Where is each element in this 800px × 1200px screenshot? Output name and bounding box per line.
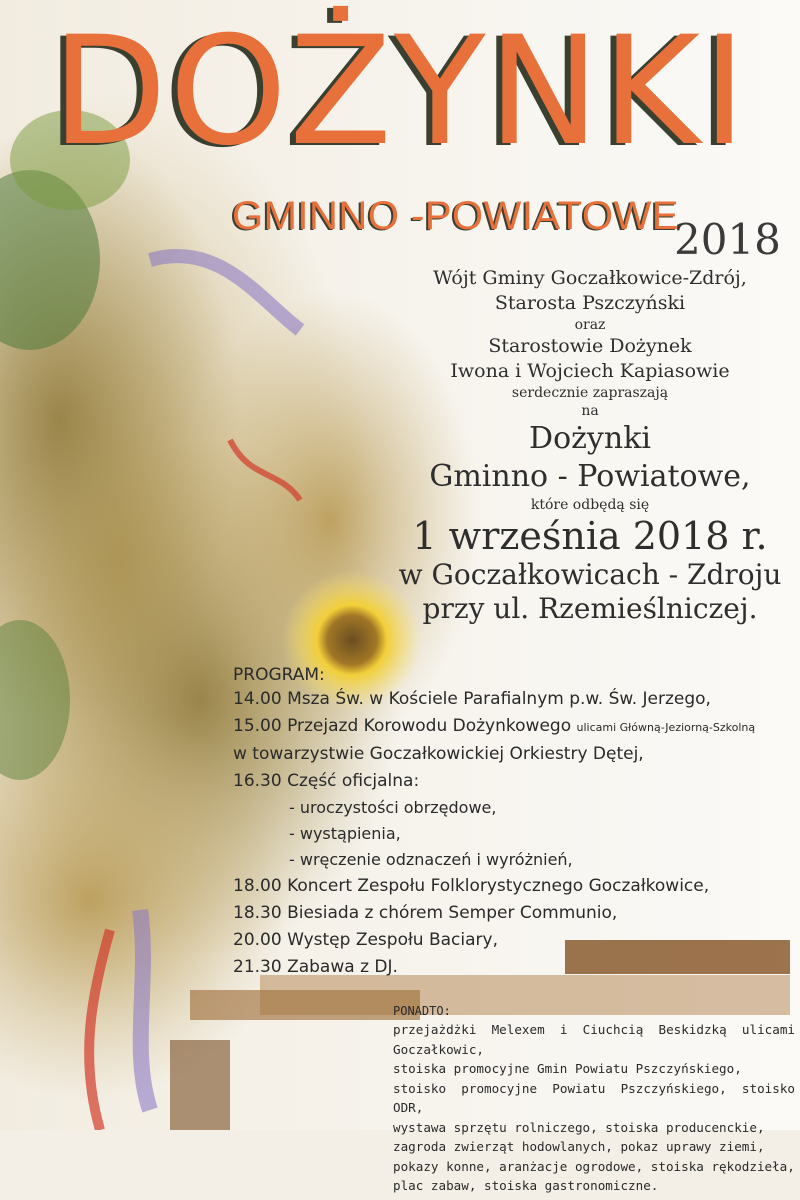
program-item: 21.30 Zabawa z DJ. xyxy=(233,957,398,977)
program-item: 16.30 Część oficjalna: xyxy=(233,771,420,791)
program-item: 18.00 Koncert Zespołu Folklorystycznego Goczałkowice, xyxy=(233,876,710,896)
invitation-line: Starosta Pszczyński xyxy=(494,292,686,314)
event-name: Gminno - Powiatowe, xyxy=(429,459,751,494)
poster-subtitle: GMINNO -POWIATOWE xyxy=(232,194,679,238)
event-place: przy ul. Rzemieślniczej. xyxy=(422,592,758,625)
poster-title: DOŻYNKI xyxy=(51,5,749,179)
extras-line: pokazy konne, aranżacje ogrodowe, stoiska rękodzieła, xyxy=(393,1158,795,1174)
invitation-line: Iwona i Wojciech Kapiasowie xyxy=(450,360,730,382)
program-heading: PROGRAM: xyxy=(233,665,325,685)
invitation-line: oraz xyxy=(574,317,606,333)
invitation-line: Wójt Gminy Goczałkowice-Zdrój, xyxy=(433,267,747,289)
program-item: 18.30 Biesiada z chórem Semper Communio, xyxy=(233,903,618,923)
extras-line: stoisko promocyjne Powiatu Pszczyńskiego, stoisko ODR, xyxy=(393,1080,795,1115)
program-section xyxy=(233,664,793,981)
extras-line: zagroda zwierząt hodowlanych, pokaz uprawy ziemi, xyxy=(393,1139,765,1154)
event-date: 1 września 2018 r. xyxy=(412,514,768,558)
program-item: w towarzystwie Goczałkowickiej Orkiestry Dętej, xyxy=(233,744,644,764)
extras-line: wystawa sprzętu rolniczego, stoiska producenckie, xyxy=(393,1119,765,1135)
program-item: 14.00 Msza Św. w Kościele Parafialnym p.w. Św. Jerzego, xyxy=(233,689,711,709)
extras-line: stoiska promocyjne Gmin Powiatu Pszczyńskiego, xyxy=(393,1061,742,1076)
event-name: Dożynki xyxy=(529,421,651,456)
extras-line: przejażdżki Melexem i Ciuchcią Beskidzką ulicami Goczałkowic, xyxy=(393,1022,795,1057)
invitation-block xyxy=(380,266,800,626)
extras-heading: PONADTO: xyxy=(393,1004,451,1018)
extras-section xyxy=(393,1002,795,1196)
program-item-route: ulicami Główną-Jeziorną-Szkolną xyxy=(576,721,756,734)
program-subitem: - wręczenie odznaczeń i wyróżnień, xyxy=(289,850,573,869)
invitation-line: które odbędą się xyxy=(530,497,650,513)
program-subitem: - wystąpienia, xyxy=(289,824,401,843)
event-place: w Goczałkowicach - Zdroju xyxy=(398,558,782,591)
program-item-text: 15.00 Przejazd Korowodu Dożynkowego xyxy=(233,716,572,736)
extras-line: plac zabaw, stoiska gastronomiczne. xyxy=(393,1178,659,1193)
program-item: 20.00 Występ Zespołu Baciary, xyxy=(233,930,499,950)
poster-year: 2018 xyxy=(674,215,781,264)
program-subitem: - uroczystości obrzędowe, xyxy=(289,798,497,817)
invitation-line: Starostowie Dożynek xyxy=(488,335,692,357)
invitation-line: na xyxy=(581,403,599,419)
program-item xyxy=(233,713,793,741)
invitation-line: serdecznie zapraszają xyxy=(511,385,669,401)
